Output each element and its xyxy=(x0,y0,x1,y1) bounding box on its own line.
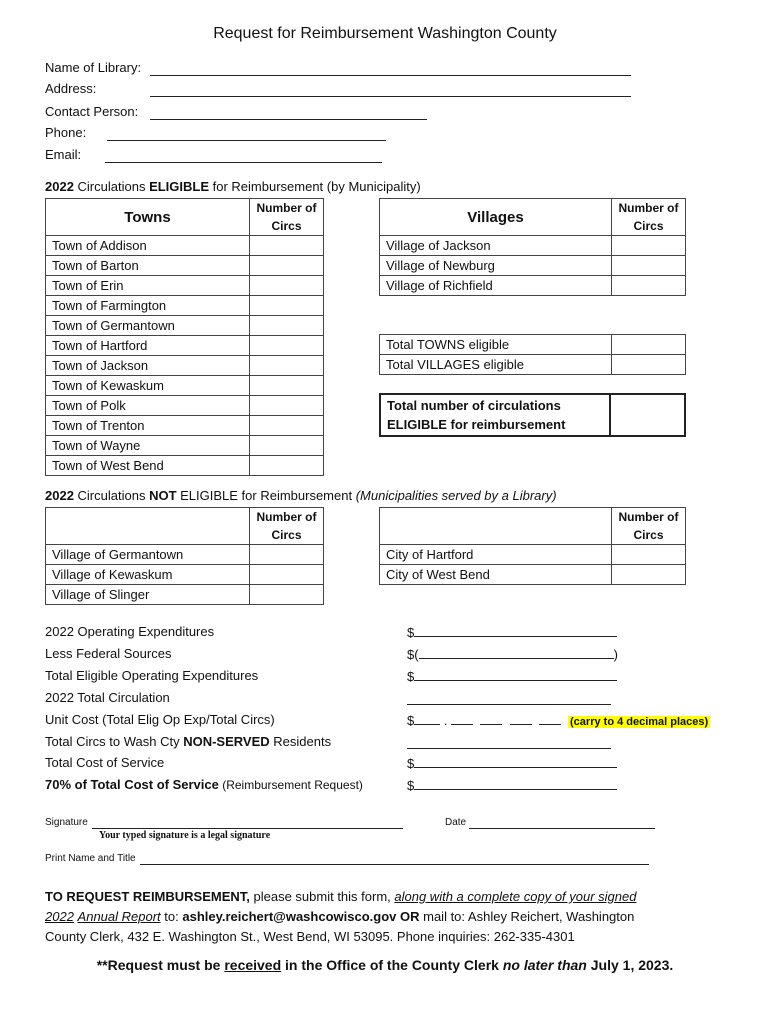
total-eligible-line2: ELIGIBLE for reimbursement xyxy=(387,417,566,432)
table-row xyxy=(46,436,324,456)
less-federal-field[interactable] xyxy=(407,646,618,662)
total-eligible-input[interactable] xyxy=(610,394,685,436)
not-eligible-text-2: ELIGIBLE for Reimbursement xyxy=(176,488,356,503)
not-eligible-italic: (Municipalities served by a Library) xyxy=(355,488,557,503)
table-row xyxy=(46,396,324,416)
date-label: Date xyxy=(445,817,467,828)
deadline-received: received xyxy=(224,957,282,973)
non-served-post: Residents xyxy=(269,734,332,749)
annual-report: Annual Report xyxy=(77,909,161,924)
table-row xyxy=(46,456,324,476)
town-circs-input[interactable] xyxy=(250,396,324,416)
signature-label: Signature xyxy=(45,817,88,828)
table-row xyxy=(46,276,324,296)
table-row xyxy=(46,416,324,436)
total-eligible-box xyxy=(379,393,686,437)
town-name: Town of Barton xyxy=(46,256,250,276)
not-word: NOT xyxy=(149,488,177,503)
email-label: Email: xyxy=(45,147,82,162)
village-name: Village of Jackson xyxy=(380,236,612,256)
email-link[interactable]: ashley.reichert@washcowisco.gov xyxy=(182,909,397,924)
instructions xyxy=(45,887,685,947)
empty-header-cell xyxy=(380,508,612,545)
contact-person-label: Contact Person: xyxy=(45,104,139,119)
instructions-italic: along with a complete copy of your signed xyxy=(394,889,637,904)
table-row xyxy=(380,276,686,296)
table-row xyxy=(46,545,324,565)
town-name: Town of Trenton xyxy=(46,416,250,436)
non-served-pre: Total Circs to Wash Cty xyxy=(45,734,184,749)
circs-input[interactable] xyxy=(250,565,324,585)
table-row xyxy=(46,236,324,256)
contact-person-field[interactable] xyxy=(150,119,427,120)
page-title: Request for Reimbursement Washington County xyxy=(213,25,557,42)
not-eligible-text-1: Circulations xyxy=(73,488,150,503)
table-row xyxy=(46,316,324,336)
town-circs-input[interactable] xyxy=(250,296,324,316)
villages-header: Villages xyxy=(380,199,612,236)
not-eligible-section-heading xyxy=(45,488,557,503)
non-served-bold: NON-SERVED xyxy=(183,734,270,749)
town-circs-input[interactable] xyxy=(250,276,324,296)
phone-field[interactable] xyxy=(107,140,386,141)
phone-label: Phone: xyxy=(45,125,87,140)
non-served-field[interactable] xyxy=(407,748,611,749)
table-row xyxy=(380,256,686,276)
municipality-name: Village of Germantown xyxy=(46,545,250,565)
deadline-notice xyxy=(0,957,770,973)
library-name-field[interactable] xyxy=(150,75,631,76)
town-name: Town of Jackson xyxy=(46,356,250,376)
table-row xyxy=(46,565,324,585)
circs-input[interactable] xyxy=(612,565,686,585)
town-name: Town of West Bend xyxy=(46,456,250,476)
op-exp-label: 2022 Operating Expenditures xyxy=(45,624,215,639)
dollar-sign: $ xyxy=(407,756,415,771)
town-circs-input[interactable] xyxy=(250,456,324,476)
table-row xyxy=(380,565,686,585)
address-field[interactable] xyxy=(150,96,631,97)
instructions-mail: mail to: Ashley Reichert, Washington xyxy=(419,909,635,924)
dollar-sign: $ xyxy=(407,778,415,793)
reimbursement-field[interactable] xyxy=(407,777,617,793)
total-eligible-label xyxy=(380,394,610,436)
instructions-year: 2022 xyxy=(45,909,74,924)
deadline-italic: no later than xyxy=(502,957,587,973)
table-row xyxy=(46,296,324,316)
not-eligible-left-table xyxy=(45,507,324,605)
total-circ-field[interactable] xyxy=(407,704,611,705)
table-row xyxy=(380,355,686,375)
total-towns-input[interactable] xyxy=(612,335,686,355)
library-name-label: Name of Library: xyxy=(45,60,142,75)
pct-bold: 70% of Total Cost of Service xyxy=(45,777,219,792)
total-villages-input[interactable] xyxy=(612,355,686,375)
print-name-field[interactable] xyxy=(140,864,649,865)
eligible-section-heading xyxy=(45,179,421,194)
town-circs-input[interactable] xyxy=(250,416,324,436)
town-circs-input[interactable] xyxy=(250,316,324,336)
town-name: Town of Hartford xyxy=(46,336,250,356)
dollar-sign: $ xyxy=(407,713,415,728)
total-elig-label: Total Eligible Operating Expenditures xyxy=(45,668,259,683)
municipality-name: City of Hartford xyxy=(380,545,612,565)
municipality-name: Village of Kewaskum xyxy=(46,565,250,585)
instructions-text: please submit this form, xyxy=(249,889,395,904)
dollar-sign: $ xyxy=(407,669,415,684)
table-row xyxy=(46,376,324,396)
dollar-paren: $( xyxy=(407,647,419,662)
table-row xyxy=(46,585,324,605)
not-eligible-left-num-header: Number of Circs xyxy=(250,508,324,545)
email-field[interactable] xyxy=(105,162,382,163)
print-name-label: Print Name and Title xyxy=(45,853,136,864)
dollar-sign: $ xyxy=(407,625,415,640)
municipality-name: City of West Bend xyxy=(380,565,612,585)
date-field[interactable] xyxy=(469,828,655,829)
village-name: Village of Newburg xyxy=(380,256,612,276)
town-name: Town of Kewaskum xyxy=(46,376,250,396)
circs-input[interactable] xyxy=(250,545,324,565)
town-name: Town of Polk xyxy=(46,396,250,416)
deadline-mid: in the Office of the County Clerk xyxy=(281,957,503,973)
pct-rest: (Reimbursement Request) xyxy=(218,778,363,792)
town-circs-input[interactable] xyxy=(250,256,324,276)
town-circs-input[interactable] xyxy=(250,436,324,456)
town-name: Town of Germantown xyxy=(46,316,250,336)
totals-table xyxy=(379,334,686,375)
total-elig-field[interactable] xyxy=(407,668,617,684)
village-circs-input[interactable] xyxy=(612,236,686,256)
instructions-lead: TO REQUEST REIMBURSEMENT, xyxy=(45,889,250,904)
municipality-name: Village of Slinger xyxy=(46,585,250,605)
towns-table xyxy=(45,198,324,476)
eligible-text-1: Circulations xyxy=(73,179,150,194)
town-circs-input[interactable] xyxy=(250,236,324,256)
table-row xyxy=(380,236,686,256)
table-row xyxy=(380,335,686,355)
town-circs-input[interactable] xyxy=(250,356,324,376)
total-eligible-line1: Total number of circulations xyxy=(387,398,561,413)
empty-header-cell xyxy=(46,508,250,545)
total-cost-field[interactable] xyxy=(407,755,617,771)
instructions-to: to: xyxy=(160,909,183,924)
table-row xyxy=(46,356,324,376)
village-circs-input[interactable] xyxy=(612,276,686,296)
address-label: Address: xyxy=(45,81,97,96)
towns-num-header: Number of Circs xyxy=(250,199,324,236)
less-federal-label: Less Federal Sources xyxy=(45,646,172,661)
town-name: Town of Wayne xyxy=(46,436,250,456)
eligible-text-2: for Reimbursement (by Municipality) xyxy=(209,179,421,194)
close-paren: ) xyxy=(613,647,618,662)
signature-field[interactable] xyxy=(92,828,403,829)
table-row xyxy=(46,256,324,276)
decimal-note: (carry to 4 decimal places) xyxy=(570,716,709,728)
non-served-label xyxy=(45,734,331,749)
villages-num-header: Number of Circs xyxy=(612,199,686,236)
instructions-or: OR xyxy=(396,909,420,924)
villages-table xyxy=(379,198,686,296)
village-name: Village of Richfield xyxy=(380,276,612,296)
total-circ-label: 2022 Total Circulation xyxy=(45,690,170,705)
unit-cost-field[interactable]: $ . (carry to 4 decimal places) xyxy=(407,713,709,728)
deadline-post: July 1, 2023. xyxy=(586,957,674,973)
not-eligible-right-table xyxy=(379,507,686,585)
circs-input[interactable] xyxy=(250,585,324,605)
eligible-word: ELIGIBLE xyxy=(149,179,210,194)
op-exp-field[interactable] xyxy=(407,624,617,640)
total-towns-label: Total TOWNS eligible xyxy=(380,335,612,355)
unit-cost-label: Unit Cost (Total Elig Op Exp/Total Circs) xyxy=(45,712,275,727)
not-eligible-right-num-header: Number of Circs xyxy=(612,508,686,545)
instructions-address: County Clerk, 432 E. Washington St., West Bend, WI 53095. Phone inquiries: 262-335-4301 xyxy=(45,929,575,944)
table-row xyxy=(380,545,686,565)
reimbursement-label xyxy=(45,777,363,792)
table-row xyxy=(46,336,324,356)
village-circs-input[interactable] xyxy=(612,256,686,276)
towns-header: Towns xyxy=(46,199,250,236)
not-eligible-year: 2022 xyxy=(45,488,74,503)
town-circs-input[interactable] xyxy=(250,376,324,396)
total-villages-label: Total VILLAGES eligible xyxy=(380,355,612,375)
circs-input[interactable] xyxy=(612,545,686,565)
typed-signature-note: Your typed signature is a legal signature xyxy=(99,830,271,841)
town-name: Town of Farmington xyxy=(46,296,250,316)
total-cost-label: Total Cost of Service xyxy=(45,755,165,770)
eligible-year: 2022 xyxy=(45,179,74,194)
town-name: Town of Addison xyxy=(46,236,250,256)
town-circs-input[interactable] xyxy=(250,336,324,356)
town-name: Town of Erin xyxy=(46,276,250,296)
deadline-pre: **Request must be xyxy=(96,957,225,973)
